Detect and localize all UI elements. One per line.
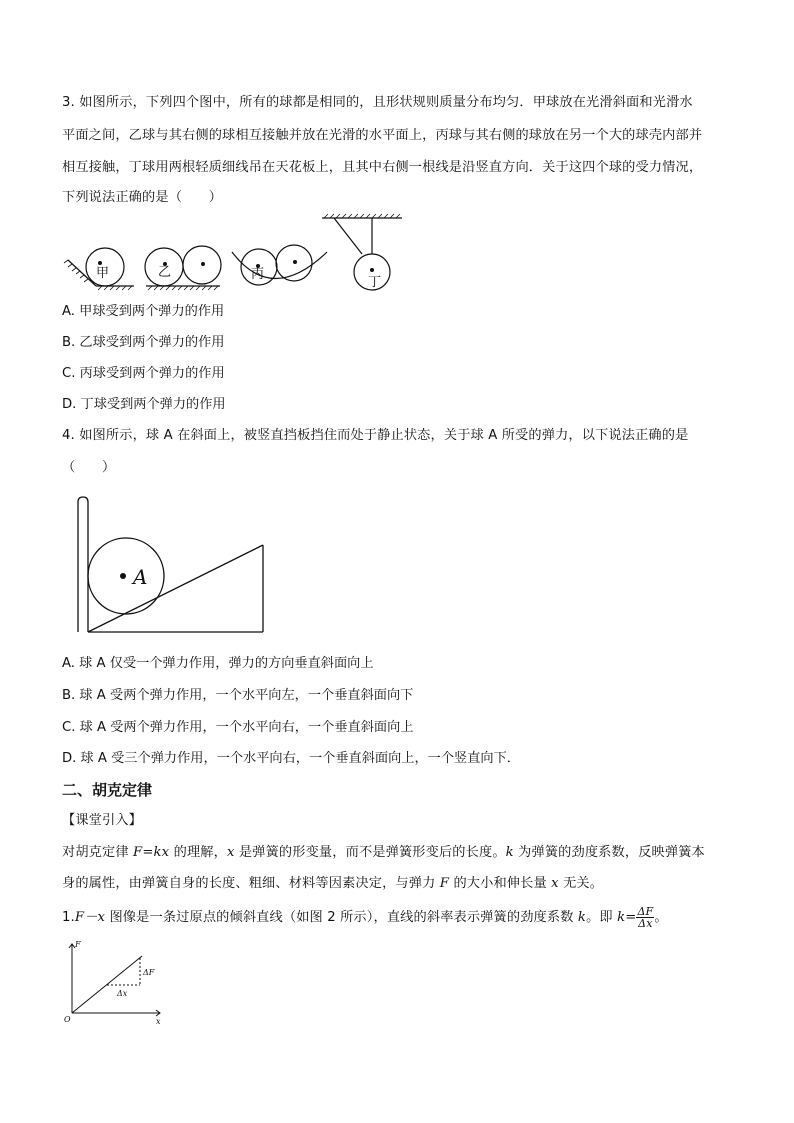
q3-line-4: 下列说法正确的是（ ） — [62, 190, 223, 205]
origin-label: O — [64, 1015, 71, 1024]
fraction-denominator: Δx — [638, 916, 653, 930]
f-x-graph — [62, 938, 172, 1024]
item-1 — [62, 904, 668, 932]
q3-option-b: B. 乙球受到两个弹力的作用 — [62, 335, 225, 350]
q4-option-d: D. 球 A 受三个弹力作用，一个水平向右，一个垂直斜面向上，一个竖直向下． — [62, 751, 520, 766]
q4-option-c: C. 球 A 受两个弹力作用，一个水平向右，一个垂直斜面向上 — [62, 720, 414, 735]
var-k: k — [577, 910, 587, 925]
q4-line-1: 4. 如图所示，球 A 在斜面上，被竖直挡板挡住而处于静止状态，关于球 A 所受的弹力，以下说法正确的是 — [62, 428, 689, 443]
item-number: 1. — [62, 910, 75, 925]
q3-figure — [62, 210, 412, 295]
fraction-numerator: ΔF — [637, 904, 654, 918]
text-run: 的大小和伸长量 — [449, 876, 552, 891]
text-run: 。 — [654, 910, 668, 925]
q3-line-3: 相互接触，丁球用两根轻质细线吊在天花板上，且其中右侧一根线是沿竖直方向．关于这四个球的受力情况， — [62, 160, 703, 175]
text-run: 是弹簧的形变量，而不是弹簧形变后的长度。 — [234, 845, 506, 860]
q4-option-a: A. 球 A 仅受一个弹力作用，弹力的方向垂直斜面向上 — [62, 656, 374, 671]
text-run: 身的属性，由弹簧自身的长度、粗细、材料等因素决定，与弹力 — [62, 876, 440, 891]
var-x: x — [226, 845, 235, 860]
q4-line-2: （ ） — [62, 460, 116, 475]
text-run: 的理解， — [169, 845, 227, 860]
hooke-para-line-2 — [62, 874, 603, 894]
label-jia: 甲 — [96, 266, 110, 281]
label-yi: 乙 — [158, 265, 172, 280]
text-run: 对胡克定律 — [62, 845, 134, 860]
q3-option-a: A. 甲球受到两个弹力的作用 — [62, 304, 225, 319]
label-ding: 丁 — [368, 275, 382, 290]
formula-f-x: F－x — [74, 910, 106, 925]
text-run: 。即 — [586, 910, 618, 925]
q4-figure — [70, 492, 270, 637]
section-heading: 二、胡克定律 — [62, 781, 153, 799]
intro-tag: 【课堂引入】 — [62, 813, 143, 828]
ball-label: A — [133, 565, 148, 589]
hooke-para-line-1 — [62, 843, 705, 863]
x-axis-label: x — [156, 1017, 161, 1026]
var-f: F — [439, 876, 450, 891]
q3-option-d: D. 丁球受到两个弹力的作用 — [62, 397, 226, 412]
text-run: 无关。 — [558, 876, 604, 891]
text-run: 为弹簧的劲度系数，反映弹簧本 — [513, 845, 705, 860]
formula-fkx: F=kx — [133, 845, 170, 860]
delta-x-label: Δx — [117, 989, 128, 998]
y-axis-label: F — [75, 940, 81, 949]
formula-k-equals: k= — [617, 910, 637, 925]
fraction-df-dx — [636, 906, 654, 929]
label-bing: 丙 — [251, 267, 265, 282]
delta-f-label: ΔF — [143, 968, 155, 977]
q3-option-c: C. 丙球受到两个弹力的作用 — [62, 366, 225, 381]
text-run: 图像是一条过原点的倾斜直线（如图 2 所示），直线的斜率表示弹簧的劲度系数 — [105, 910, 578, 925]
q3-line-1: 3. 如图所示，下列四个图中，所有的球都是相同的，且形状规则质量分布均匀．甲球放在光滑斜面和光滑水 — [62, 95, 693, 110]
q3-line-2: 平面之间，乙球与其右侧的球相互接触并放在光滑的水平面上，丙球与其右侧的球放在另一个大的球壳内部并 — [62, 128, 703, 143]
var-k: k — [505, 845, 514, 860]
q4-option-b: B. 球 A 受两个弹力作用，一个水平向左，一个垂直斜面向下 — [62, 688, 414, 703]
var-x: x — [551, 876, 559, 891]
